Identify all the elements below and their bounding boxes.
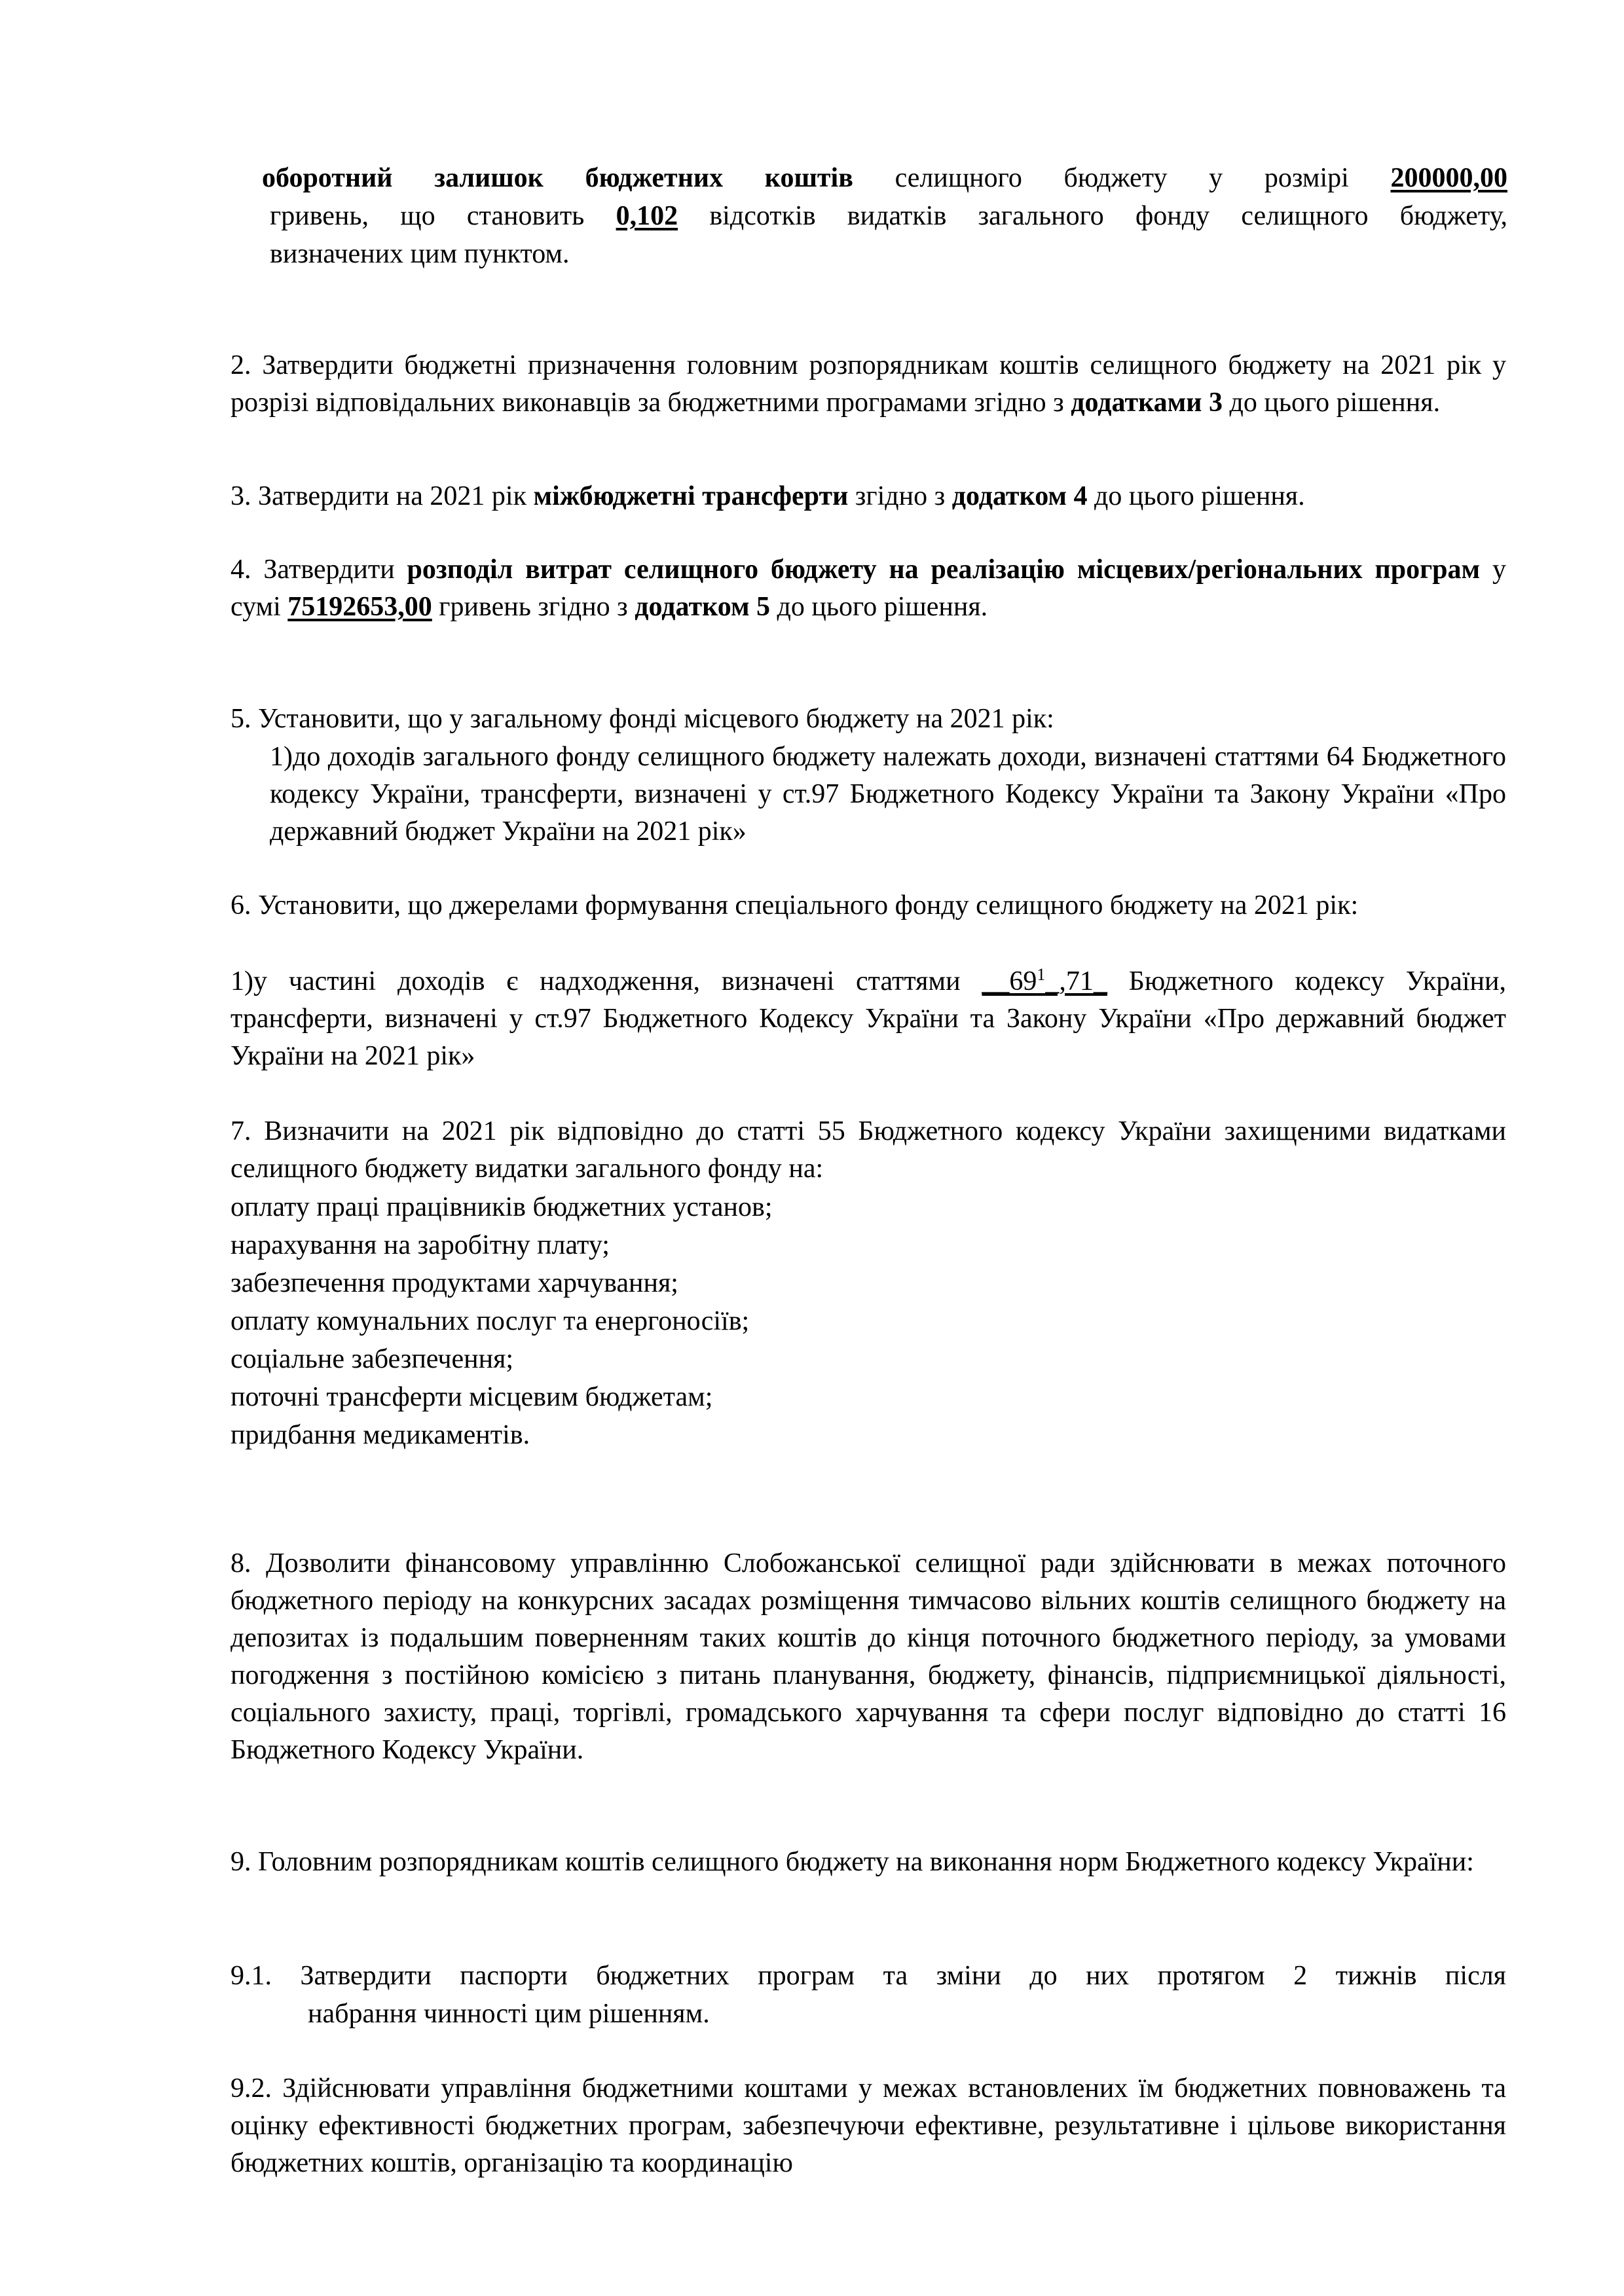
reserve-line-3: визначених цим пунктом. xyxy=(270,239,570,269)
reserve-term: оборотний залишок бюджетних коштів xyxy=(262,163,853,193)
paragraph-8: 8. Дозволити фінансовому управлінню Слобожанської селищної ради здійснювати в межах поточного бюджетного періоду на конкурсних засадах розміщення тимчасово вільних коштів селищного бюджету на депозитах із подальшим поверненням таких коштів до кінця поточного бюджетного періоду, за умовами погодження з постійною комісією з питань планування, бюджету, фінансів, підприємницької діяльності, соціального захисту, праці, торгівлі, громадського харчування та сфери послуг відповідно до статті 16 Бюджетного Кодексу України. xyxy=(231,1548,1506,1765)
list-item: придбання медикаментів. xyxy=(231,1420,530,1450)
paragraph-4: 4. Затвердити розподіл витрат селищного бюджету на реалізацію місцевих/регіональних програм у сумі 75192653,00 гривень згідно з додатком 5 до цього рішення. xyxy=(231,555,1506,622)
reserve-line-2: гривень, що становить 0,102 відсотків видатків загального фонду селищного бюджету, xyxy=(270,201,1507,231)
paragraph-2: 2. Затвердити бюджетні призначення головним розпорядникам коштів селищного бюджету на 2021 рік у розрізі відповідальних виконавців за бюджетними програмами згідно з додатками 3 до цього рішення. xyxy=(231,350,1506,418)
paragraph-6-item: 1)у частині доходів є надходження, визначені статтями $\_\_69^1\_,71\_$ Бюджетного кодексу України, трансферти, визначені у ст.97 Бюджетного Кодексу України та Закону України «Про державний бюджет України на 2021 рік» xyxy=(231,965,1506,1071)
list-item: забезпечення продуктами харчування; xyxy=(231,1268,678,1298)
reserve-amount: 200000,00 xyxy=(1390,163,1507,193)
list-item: поточні трансферти місцевим бюджетам; xyxy=(231,1382,713,1412)
paragraph-9-1-line-2: набрання чинності цим рішенням. xyxy=(308,1999,710,2029)
reserve-percent: 0,102 xyxy=(616,201,678,231)
paragraph-3: 3. Затвердити на 2021 рік міжбюджетні трансферти згідно з додатком 4 до цього рішення. xyxy=(231,481,1305,511)
paragraph-9: 9. Головним розпорядникам коштів селищного бюджету на виконання норм Бюджетного кодексу України: xyxy=(231,1847,1474,1877)
paragraph-9-2: 9.2. Здійснювати управління бюджетними коштами у межах встановлених їм бюджетних повноважень та оцінку ефективності бюджетних програм, забезпечуючи ефективне, результативне і цільове використання бюджетних коштів, організацію та координацію xyxy=(231,2073,1506,2178)
list-item: нарахування на заробітну плату; xyxy=(231,1230,610,1260)
reserve-line-1: оборотний залишок бюджетних коштів селищного бюджету у розмірі 200000,00 xyxy=(262,163,1507,193)
paragraph-5-heading: 5. Установити, що у загальному фонді місцевого бюджету на 2021 рік: xyxy=(231,704,1054,734)
paragraph-7-heading: 7. Визначити на 2021 рік відповідно до статті 55 Бюджетного кодексу України захищеними видатками селищного бюджету видатки загального фонду на: xyxy=(231,1116,1506,1184)
programs-amount: 75192653,00 xyxy=(287,592,432,622)
paragraph-9-1-line-1: 9.1. Затвердити паспорти бюджетних програм та зміни до них протягом 2 тижнів після xyxy=(231,1961,1506,1991)
paragraph-5-item: 1)до доходів загального фонду селищного бюджету належать доходи, визначені статтями 64 Бюджетного кодексу України, трансферти, визначені у ст.97 Бюджетного Кодексу України та Закону України «Про державний бюджет України на 2021 рік» xyxy=(270,742,1506,847)
articles-numbers: $\_\_69^1\_,71\_$ xyxy=(982,965,1107,996)
list-item: оплату праці працівників бюджетних установ; xyxy=(231,1192,773,1222)
list-item: оплату комунальних послуг та енергоносіїв; xyxy=(231,1306,750,1336)
paragraph-6-heading: 6. Установити, що джерелами формування спеціального фонду селищного бюджету на 2021 рік: xyxy=(231,890,1359,920)
list-item: соціальне забезпечення; xyxy=(231,1344,514,1374)
